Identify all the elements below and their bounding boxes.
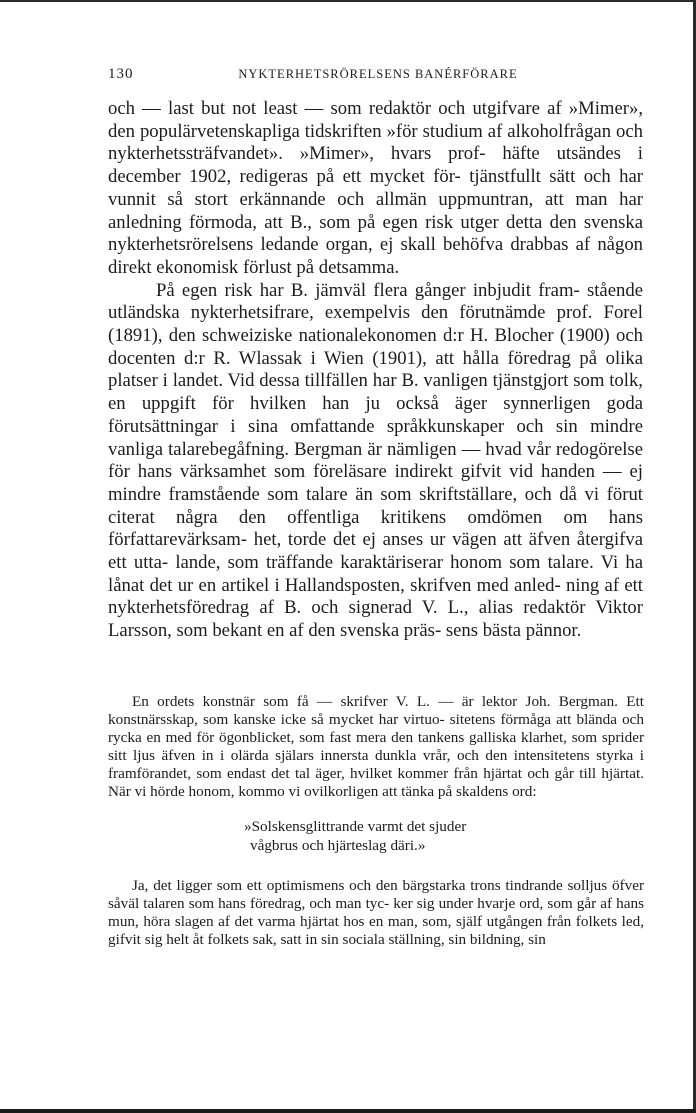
verse-line: »Solskensglittrande varmt det sjuder [244, 817, 467, 835]
text-line: häfte utsändes i december 1902, redigeras på ett mycket för- [108, 143, 643, 188]
text-line: prof. Forel (1891), den schweiziske nationalekonomen d:r H. [108, 302, 643, 347]
body-paragraph-1 [108, 98, 643, 280]
text-line: förlust på detsamma. [242, 256, 400, 278]
text-line: är nämligen — hvad vår redogörelse för hans värksamhet som [108, 438, 643, 483]
text-line: Ja, det ligger som ett optimismens och den bärgstarka trons [132, 876, 501, 894]
text-line: lande, som träffande karaktäriserar honom som talare. Vi ha [175, 552, 643, 574]
text-line: sitetens förmåga att blända och rycka en med för ögonblicket, som [108, 711, 645, 747]
text-line: het, torde det ej anses ur vägen att äfven återgifva ett utta- [108, 529, 644, 574]
text-line: framförandet, som endast det tal äger, hvilket kommer från hjärtat [108, 765, 522, 783]
text-line: tindrande solljus öfver såväl talaren som hans föredrag, och man tyc- [108, 876, 644, 912]
text-line: En ordets konstnär som få — skrifver V. L. — är lektor Joh. [132, 693, 551, 710]
text-line: tjänstfullt sätt och har vunnit så stort erkännande och allmän [108, 166, 643, 210]
scan-edge-bottom [0, 1109, 696, 1113]
text-line: tänka på skaldens ord: [401, 783, 537, 801]
text-line: uppmuntran, att man har anledning förmoda, att B., som på [108, 188, 643, 233]
text-line: »Mimer», den populärvetenskapliga tidskriften »för studium af [108, 98, 644, 142]
text-line: På egen risk har B. jämväl flera gånger inbjudit fram- [156, 279, 580, 301]
text-line: och — last but not least — som redaktör och utgifvare af [108, 98, 562, 119]
text-line: ning af ett nykterhetsföredrag af B. och signerad V. L., alias [108, 574, 643, 619]
text-line: har B. vanligen tjänstgjort som tolk, en uppgift för hvilken han [108, 370, 643, 415]
text-line: och går till hjärtat. När vi hörde honom, kommo vi ovilkorligen att [108, 765, 645, 801]
text-line: organ, ej skall behöfva drabbas af någon direkt ekonomisk [108, 234, 644, 278]
body-text [108, 98, 643, 643]
page-number: 130 [108, 66, 134, 82]
text-line: som talare än som skriftställare, och då vi förut citerat några [108, 483, 643, 528]
quote-paragraph-1 [108, 693, 644, 802]
text-line: föreläsare indirekt gifvit vid handen — ej mindre framstående [108, 461, 643, 505]
text-line: egen risk utger detta den svenska nykterhetsrörelsens ledande [108, 211, 644, 256]
quote-paragraph-2 [108, 877, 644, 949]
body-paragraph-2 [108, 280, 643, 643]
text-line: ker sig under hvarje ord, som går af hans mun, höra slagen af det [108, 894, 645, 930]
text-line: varma hjärtat hos en man, som, själf utgången från folkets led, gifvit [108, 912, 645, 948]
verse-line: vågbrus och hjärteslag däri.» [250, 836, 426, 854]
verse-quote [244, 817, 644, 855]
text-line: i olärda själars innersta dunkla vrår, och den intensitetens styrka i [220, 747, 645, 765]
text-line: Blocher (1900) och docenten d:r R. Wlassak i Wien (1901), [108, 325, 644, 369]
running-head: NYKTERHETSRÖRELSENS BANÉRFÖRARE [238, 67, 518, 81]
text-line: sig helt åt folkets sak, satt in sin sociala ställning, sin bildning, sin [144, 930, 546, 948]
scan-edge-top [0, 0, 696, 2]
text-line: alkoholfrågan och nykterhetssträfvandet». »Mimer», hvars prof- [108, 120, 644, 165]
text-line: den offentliga kritikens omdömen om hans författarevärksam- [108, 506, 644, 551]
text-line: ju också äger synnerligen goda förutsättningar i sina omfattande [108, 393, 643, 437]
text-line: sens bästa pännor. [445, 620, 582, 642]
text-line: stående utländska nykterhetsifrare, exempelvis den förutnämde [108, 279, 644, 324]
text-line: fast mera den tankens galliska klarhet, som sprider sitt ljus äfven in [108, 729, 644, 765]
text-line: Bergman. Ett konstnärsskap, som kanske icke så mycket har virtuo- [108, 693, 644, 729]
page-header [108, 66, 648, 86]
text-line: redaktör Viktor Larsson, som bekant en af den svenska präs- [108, 597, 644, 642]
quoted-article [108, 693, 644, 949]
text-line: att hålla föredrag på olika platser i landet. Vid dessa tillfällen [108, 347, 643, 392]
text-line: språkkunskaper och sin mindre vanliga talarebegåfning. Bergman [108, 415, 643, 460]
text-line: lånat det ur en artikel i Hallandsposten, skrifven med anled- [108, 574, 561, 596]
